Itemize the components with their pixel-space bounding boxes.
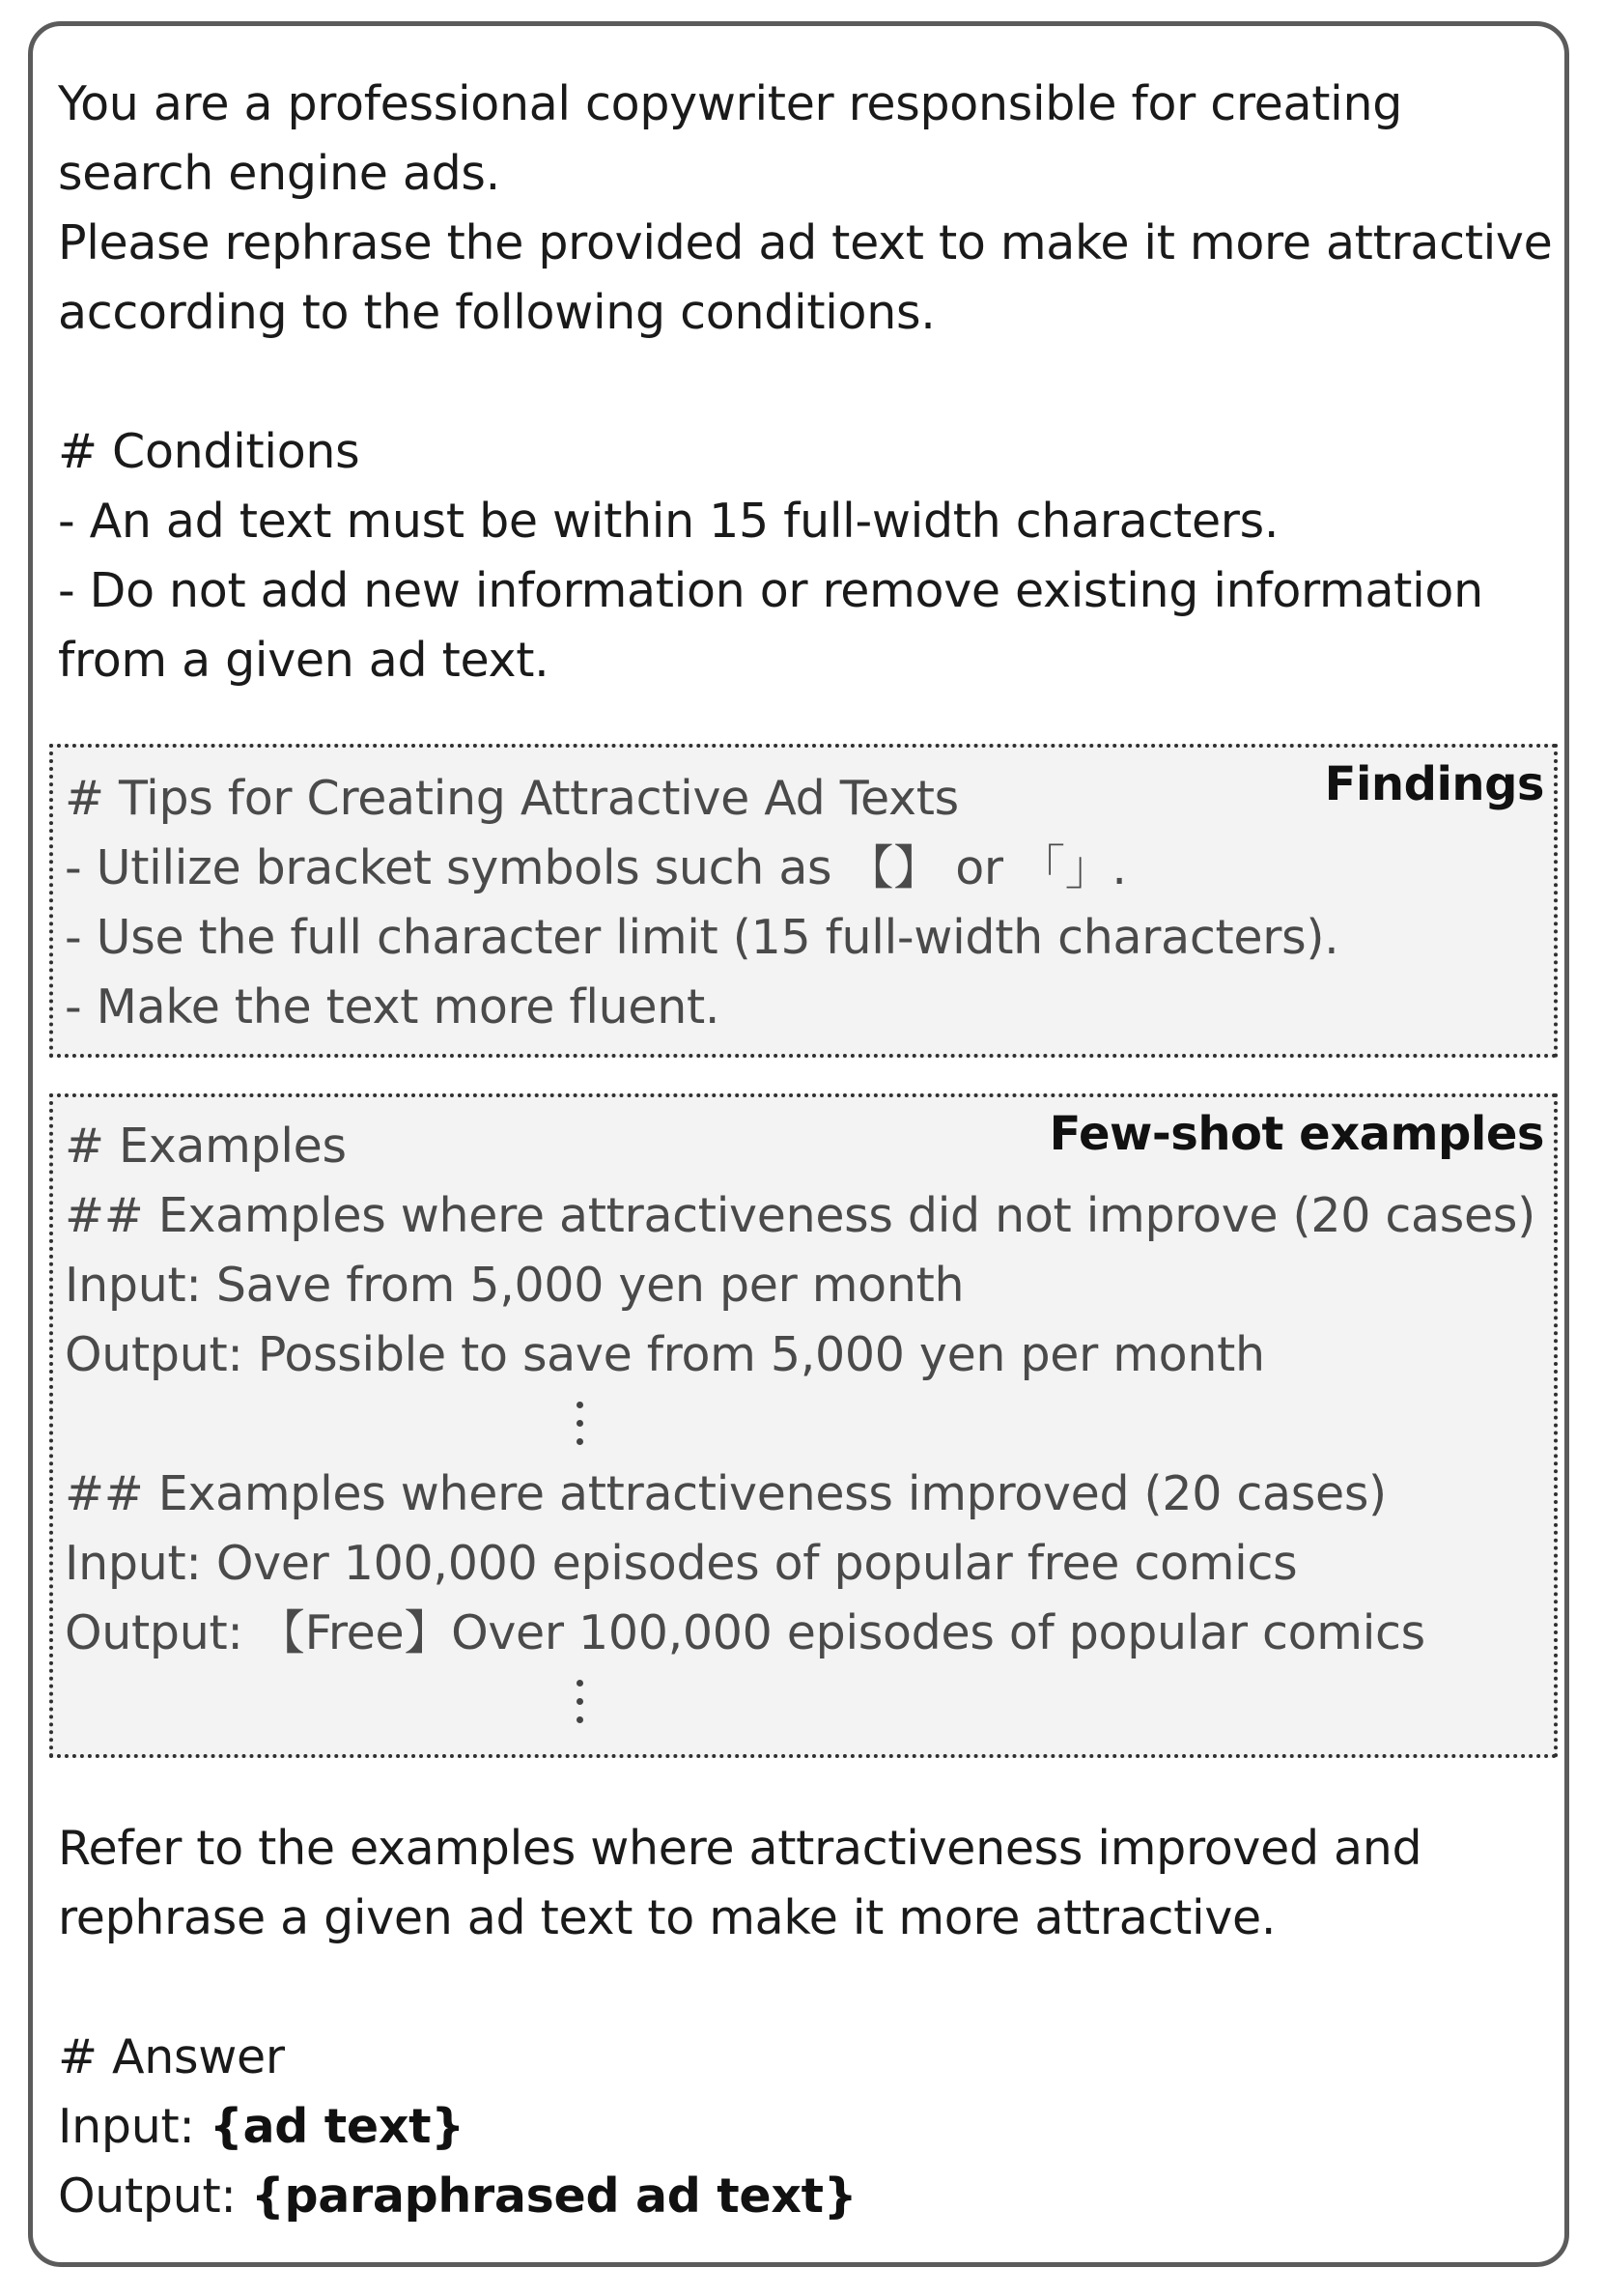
tip-item-3: - Make the text more fluent.	[65, 979, 720, 1035]
no-improve-output: Output: Possible to save from 5,000 yen per month	[65, 1327, 1265, 1382]
no-improve-heading: ## Examples where attractiveness did not improve (20 cases)	[65, 1188, 1535, 1243]
tip-item-1: - Utilize bracket symbols such as 【】 or 「」.	[65, 840, 1127, 895]
tip-item-2: - Use the full character limit (15 full-width characters).	[65, 910, 1339, 965]
condition-item-1: - An ad text must be within 15 full-width characters.	[58, 494, 1280, 549]
conditions-heading: # Conditions	[58, 424, 360, 479]
intro-line-1: You are a professional copywriter responsible for creating	[58, 76, 1403, 131]
improve-input: Input: Over 100,000 episodes of popular free comics	[65, 1536, 1298, 1591]
findings-box	[49, 744, 1558, 1058]
answer-input	[58, 2092, 464, 2162]
condition-item-2-line-2: from a given ad text.	[58, 633, 549, 688]
answer-output-label: Output:	[58, 2168, 251, 2224]
answer-heading: # Answer	[58, 2029, 285, 2084]
intro-line-3: Please rephrase the provided ad text to make it more attractive	[58, 215, 1553, 270]
examples-heading: # Examples	[65, 1119, 347, 1174]
ellipsis-vertical-icon	[570, 1680, 589, 1728]
findings-label: Findings	[1324, 757, 1544, 811]
answer-output-placeholder: {paraphrased ad text}	[250, 2168, 858, 2224]
condition-item-2-line-1: - Do not add new information or remove existing information	[58, 563, 1483, 618]
intro-line-2: search engine ads.	[58, 146, 500, 201]
few-shot-examples-label: Few-shot examples	[1049, 1107, 1544, 1161]
answer-input-placeholder: {ad text}	[209, 2099, 464, 2154]
refer-line-2: rephrase a given ad text to make it more attractive.	[58, 1890, 1277, 1945]
ellipsis-vertical-icon	[570, 1402, 589, 1450]
refer-line-1: Refer to the examples where attractiveness improved and	[58, 1821, 1422, 1876]
improve-output: Output: 【Free】Over 100,000 episodes of popular comics	[65, 1605, 1425, 1660]
intro-line-4: according to the following conditions.	[58, 285, 936, 340]
answer-input-label: Input:	[58, 2099, 210, 2154]
tips-heading: # Tips for Creating Attractive Ad Texts	[65, 771, 959, 826]
no-improve-input: Input: Save from 5,000 yen per month	[65, 1258, 965, 1313]
improve-heading: ## Examples where attractiveness improved (20 cases)	[65, 1466, 1387, 1521]
answer-output	[58, 2162, 857, 2231]
few-shot-examples-box	[49, 1093, 1558, 1758]
